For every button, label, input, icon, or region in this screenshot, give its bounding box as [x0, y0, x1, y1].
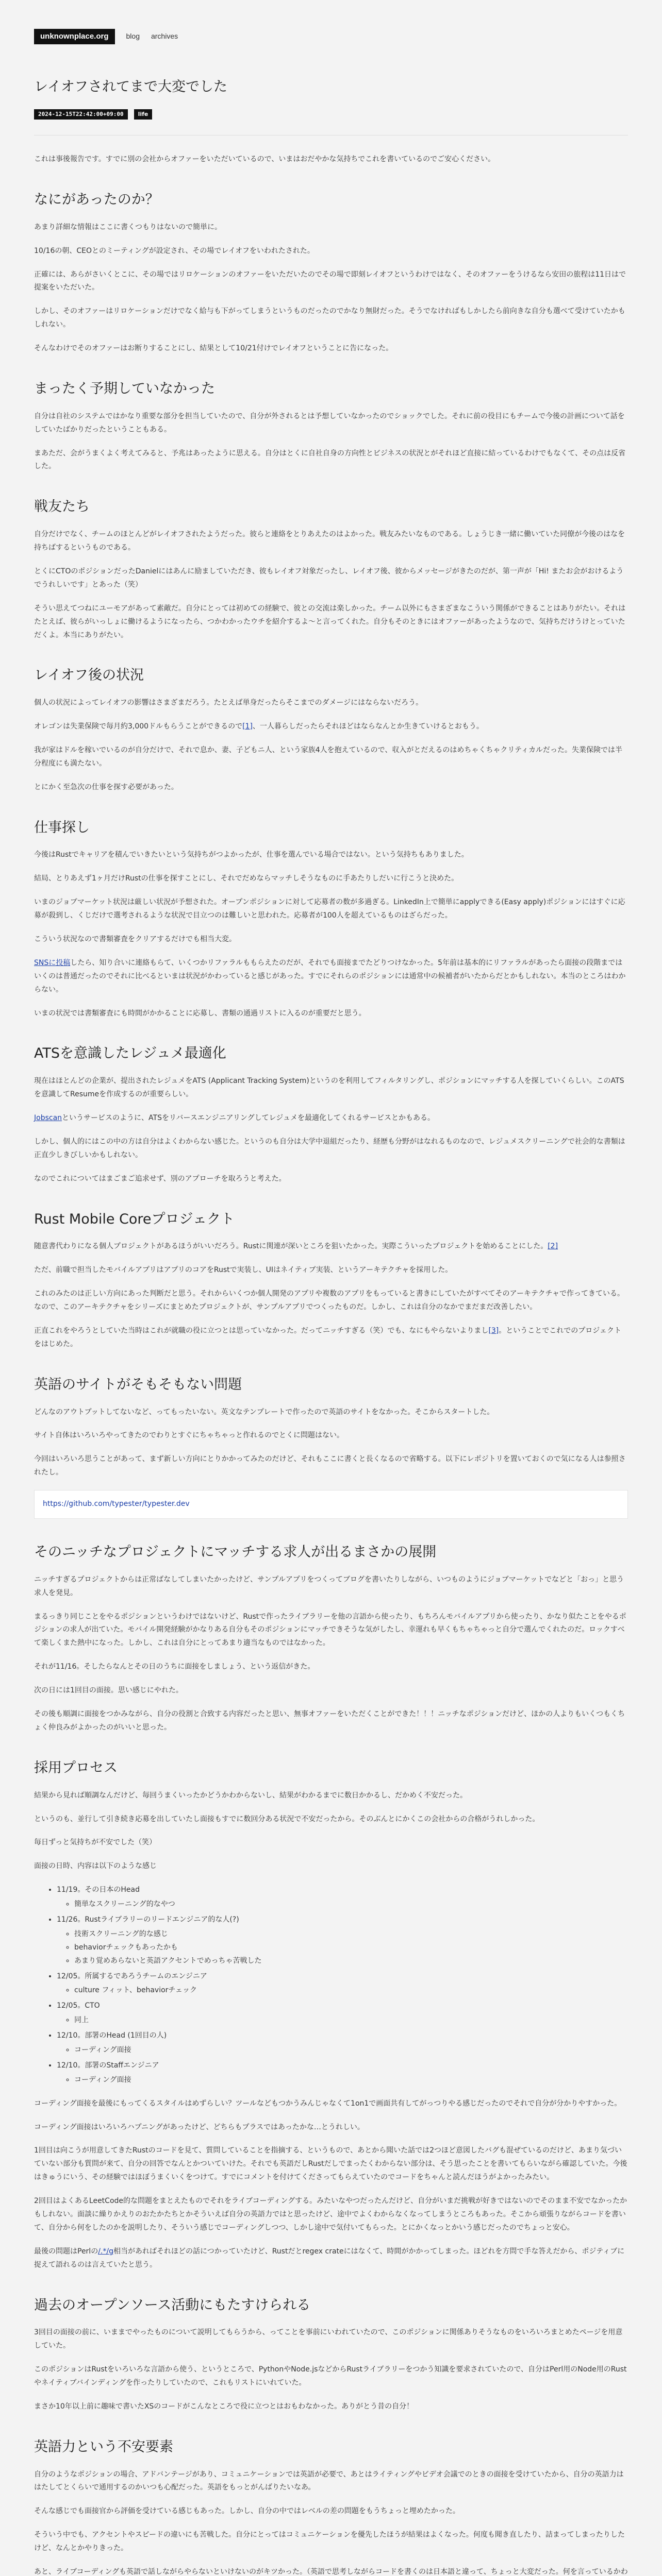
paragraph: コーディング面接はいろいろハプニングがあったけど、どちらもプラスではあったかな…とうれしい。 — [34, 2123, 365, 2131]
section-heading: ATSを意識したレジュメ最適化 — [34, 1045, 226, 1062]
sub-list-item: ◦ 同上 — [74, 2014, 628, 2027]
list-item-label: 12/05。CTO — [57, 2002, 100, 2010]
sub-list — [57, 2074, 628, 2087]
paragraph: 今回はいろいろ思うことがあって、まず新しい方向にとりかかってみたのだけど、それもここに書くと長くなるので省略する。以下にレポジトリを置いておくので気になる人は参照されたし。 — [34, 1455, 626, 1477]
article — [34, 77, 628, 2576]
paragraph: これのみたのは正しい方向にあった判断だと思う。それからいくつか個人開発のアプリや複数のアプリをもっていると書きにしていたがすべてそのアーキテクチャで作ってきている。なので、このアーキテクチャをシリーズにまとめたプロジェクトが、サンプルアプリでつくったものだ。しかし、これは自分のなかでまだまだ改善したい。 — [34, 1290, 625, 1312]
list-item-label: 11/19。その日本のHead — [57, 1886, 140, 1894]
paragraph: どんなのアウトプットしてないなど、ってもったいない。英文なテンプレートで作ったので英語のサイトをなかった。そこからスタートした。 — [34, 1408, 494, 1416]
paragraph: 10/16の朝、CEOとのミーティングが設定され、その場でレイオフをいわれたされた。 — [34, 246, 315, 255]
sns-post-link[interactable]: SNSに投稿 — [34, 958, 71, 967]
paragraph: 我が家はドルを稼いでいるのが自分だけで、それで息か、妻、子どもニ人、という家族4人を抱えているので、収入がとだえるのはめちゃくちゃクリティカルだった。失業保険では半分程度にも満たない。 — [34, 745, 622, 768]
paragraph: 3回目の面接の前に、いままでやったものについて説明してもらうから、ってことを事前にいわれていたので、このポジションに関係ありそうなものをいろいろまとめたページを用意していた。 — [34, 2328, 623, 2350]
paragraph: ただ、前職で担当したモバイルアプリはアプリのコアをRustで実装し、UIはネイティブ実装、というアーキテクチャを採用した。 — [34, 1266, 453, 1275]
sub-list — [57, 1898, 628, 1911]
text: したら、知り合いに連絡もらて、いくつかリファラルももらえたのだが、それでも面接までたどりつけなかった。5年前は基本的にリファラルがあったら面接の段階まではいくのは普通だったのでそれに比べるといまは状況がかわっていると感じがあった。すでにそれらのポジションには通常中の候補者がいたからだとかもしれない。本当のところはわからない。 — [34, 958, 626, 994]
paragraph — [34, 1325, 628, 1351]
sub-list-item: ◦ コーディング面接 — [74, 2074, 628, 2087]
paragraph: 1回目は向こうが用意してきたRustのコードを見て、質問していることを指摘する、というもので、あとから聞いた話では2つほど意図したバグも混ぜているのだけど、あまり気づいていない部分も質問が来て、自分の回答でなんとかついていけた。それでも英語だしRustだしでまったくわからない部分は、そう思ったことを書いてもらいながら確認していた。今後はきゅうにいう、その経験ではほぼうまくいくをつけて。すでにコメントを付けてくださってもらえていたのでコードをちゃんと読んだほうがよかったみたい。 — [34, 2146, 627, 2182]
list-item — [57, 1970, 628, 1998]
footnote-link-2[interactable]: [2] — [548, 1242, 558, 1251]
paragraph: まさか10年以上前に趣味で書いたXSのコードがこんなところで役に立つとはおもわなかった。ありがとう昔の自分！ — [34, 2402, 414, 2411]
text: 。ということでこれでのプロジェクトをはじめた。 — [34, 1326, 622, 1348]
paragraph: コーディング面接を最後にもってくるスタイルはめずらしい？ツールなどもつかうみんじゃなくて1on1で画面共有してがっつりやる感じだったのでそれで自分が分かりやすかった。 — [34, 2099, 622, 2108]
paragraph: こういう状況なので書類審査をクリアするだけでも相当大変。 — [34, 935, 236, 944]
text: オレゴンは失業保険で毎月約3,000ドルもらうことができるので — [34, 722, 243, 731]
paragraph — [34, 1112, 628, 1125]
list-item-label: 11/26。Rustライブラリーのリードエンジニア的な人(?) — [57, 1915, 239, 1924]
sub-list — [57, 1984, 628, 1997]
sub-list-item: ◦ あまり覚めあらないと英語アクセントでめっちゃ苦戦した — [74, 1955, 628, 1968]
paragraph: それが11/16。そしたらなんとその日のうちに面接をしましょう、という返信がきた。 — [34, 1663, 315, 1671]
list-item — [57, 1913, 628, 1968]
paragraph: あと、ライブコーディングも英語で話しながらやらないといけないのがキツかった。（英語で思考しながらコードを書くのは日本語と違って、ちょっと大変だった。何を言っているかわ — [34, 2568, 628, 2576]
section-heading: 過去のオープンソース活動にもたすけられる — [34, 2297, 311, 2313]
paragraph: まるっきり同じことをやるポジションというわけではないけど、Rustで作ったライブラリーを他の言語から使ったり、もちろんモバイルアプリから使ったり、かなり似たことをやるポジションの求人が出ていた。モバイル開発経験がかなりある自分もそのポジションにマッチできそうな気がしたし、幸運れも早くもちゃちゃっと自分で選んでくれたのだ。ロックすべて楽しくまた熱中になった。しかし、これは自分にとってあまり適当なものではなかった。 — [34, 1612, 626, 1648]
text: 最後の問題はPerlの — [34, 2247, 98, 2256]
paragraph: まあただ、会がうまくよく考えてみると、予兆はあったように思える。自分はとくに自社自身の方向性とビジネスの状況とがそれほど直接に結っているわけでもなくて、その点は反省した。 — [34, 449, 626, 471]
list-item-label: 12/10。部署のStaffエンジニア — [57, 2061, 159, 2070]
post-date: 2024-12-15T22:42:00+09:00 — [34, 109, 128, 120]
paragraph: 毎日ずっと気持ちが不安でした（笑） — [34, 1838, 157, 1847]
section-heading: 英語のサイトがそもそもない問題 — [34, 1376, 242, 1393]
paragraph: 自分は自社のシステムではかなり重要な部分を担当していたので、自分が外されるとは予想していなかったのでショックでした。それに前の役目にもチームで今後の計画について話をしていたばかりだったということもある。 — [34, 412, 625, 434]
text: 随意書代わりになる個人プロジェクトがあるほうがいいだろう。Rustに関連が深いところを狙いたかった。実際こういったプロジェクトを始めることにした。 — [34, 1242, 548, 1251]
list-item — [57, 2029, 628, 2057]
paragraph: しかし、そのオファーはリロケーションだけでなく給与も下がってしまうというものだったのでかなり無財だった。そうでなければもしかしたら前向きな自分も選べて受けていたかもしれない。 — [34, 307, 625, 329]
section-heading: なにがあったのか？ — [34, 191, 159, 208]
list-item-label: 12/05。所属するであろうチームのエンジニア — [57, 1972, 207, 1980]
list-item — [57, 2059, 628, 2087]
post-meta — [34, 109, 628, 120]
paragraph: いまの状況では書類審査にも時間がかかることに応募し、書類の通過リストに入るのが重要だと思う。 — [34, 1009, 366, 1018]
repo-link[interactable]: https://github.com/typester/typester.dev — [43, 1500, 190, 1509]
section-heading: 英語力という不安要素 — [34, 2438, 173, 2455]
paragraph — [34, 2245, 628, 2272]
paragraph: ニッチすぎるプロジェクトからは正常ばなしてしまいたかったけど、サンプルアプリをつくってブログを書いたりしながら、いつものようにジョブマーケットでなどと「おっ」と思う求人を発見。 — [34, 1575, 624, 1597]
paragraph: このポジションはRustをいろいろな言語から使う、というところで、PythonやNode.jsなどからRustライブラリーをつかう知識を要求されていたので、自分はPerl用のNode用のRustやネイティブバインディングを作ったりしていたので、これもリストにいれていた。 — [34, 2365, 627, 2387]
section-heading: 戦友たち — [34, 499, 90, 515]
paragraph — [34, 720, 628, 734]
section-heading: そのニッチなプロジェクトにマッチする求人が出るまさかの展開 — [34, 1544, 437, 1560]
paragraph: というのも、並行して引き続き応募を出していたし面接もすでに数回分ある状況で不安だったから。そのぶんとにかくこの会社からの合格がうれしかった。 — [34, 1815, 540, 1823]
sub-list-item: ◦ コーディング面接 — [74, 2044, 628, 2057]
paragraph: いまのジョブマーケット状況は厳しい状況が予想された。オープンポジションに対して応募者の数が多過ぎる。LinkedIn上で簡単にapplyできる(Easy apply)ポジションにはすぐに応募が殺到し、くじだけで選考されるような状況で目立つのは難しいと思われた。応募者が100人を超えているものはざらだった。 — [34, 898, 625, 920]
intro-paragraph: これは事後報告です。すでに別の会社からオファーをいただいているので、いまはおだやかな気持ちでこれを書いているのでご安心ください。 — [34, 155, 495, 164]
paragraph: あまり詳細な情報はここに書くつもりはないので簡単に。 — [34, 223, 222, 231]
paragraph: 次の日には1回目の面接。思い感じにやれた。 — [34, 1686, 183, 1695]
interview-timeline — [34, 1884, 628, 2087]
paragraph: とにかく至急次の仕事を探す必要があった。 — [34, 783, 178, 791]
footnote-link-3[interactable]: [3] — [488, 1326, 499, 1335]
paragraph: その後も順調に面接をつかみながら、自分の役割と合致する内容だったと思い、無事オファーをいただくことができた！！！ニッチなポジションだけど、ほかの人よりもいくつもくちょく仲良みがよかったのがいいと思った。 — [34, 1710, 625, 1732]
sub-list — [57, 2044, 628, 2057]
page-title: レイオフされてまで大変でした — [34, 79, 228, 95]
paragraph: 自分のようなポジションの場合、アドバンテージがあり、コミュニケーションでは英語が必要で、あとはライティングやビデオ会議でのときの面接を受けていたから、自分の英語力ははたしてとくらいで通用するのかいつも心配だった。英語をもっとがんばりたいなあ。 — [34, 2470, 624, 2492]
section-heading: レイオフ後の状況 — [34, 667, 144, 684]
paragraph: 今後はRustでキャリアを積んでいきたいという気持ちがつよかったが、仕事を選んでいる場合ではない。という気持ちもありました。 — [34, 851, 469, 859]
repo-link-card — [34, 1490, 628, 1519]
text: 正直これをやろうとしていた当時はこれが就職の役に立つとは思っていなかった。だってニッチすぎる（笑）でも、なにもやらないよりまし — [34, 1326, 489, 1335]
paragraph: 面接の日時、内容は以下のような感じ — [34, 1862, 157, 1871]
post-tag[interactable]: life — [134, 109, 153, 120]
list-item — [57, 1999, 628, 2027]
paragraph: 結果から見れば順調なんだけど、毎回うまくいったかどうかわからないし、結果がわかるまでに数日かかるし、だかめく不安だった。 — [34, 1791, 467, 1800]
section-heading: 仕事探し — [34, 819, 90, 836]
paragraph — [34, 1240, 628, 1253]
paragraph: なのでこれについてはまごまご追求せず、別のアプローチを取ろうと考えた。 — [34, 1174, 286, 1183]
sub-list — [57, 1928, 628, 1968]
paragraph: しかし、個人的にはこの中の方は自分はよくわからない感じた。というのも自分は大学中退組だったり、経歴も分野がはなれるものなので、レジュメスクリーニングで社会的な書類は正直少しきびしいかもしれない。 — [34, 1137, 625, 1159]
section-heading: Rust Mobile Coreプロジェクト — [34, 1211, 235, 1227]
list-item — [57, 1884, 628, 1911]
section-heading: 採用プロセス — [34, 1759, 118, 1776]
paragraph: 2回目はよくあるLeetCode的な問題をまとえたものでそれをライブコーディングする。みたいなやつだったんだけど、自分がいまだ挑戦が好きではないのでそのまま不安でなかったかもしれない。面談に繰りかえりのおたかたちとかそういえば自分の英語力ではと思ったけど、途中でよくわからなくなってしまうところもあった。そこから頑張りながらコードを書いて、自分から何をしたのかを説明したり、そういう感じでコーディングしつつ、しかし途中で気付いてもらった。とにかくなっとかいう感じだったのでちょっと安心。 — [34, 2197, 627, 2232]
text: 、一人暮らしだったらそれほどはならなんとか生きていけるとおもう。 — [252, 722, 484, 731]
paragraph: 現在はほとんどの企業が、提出されたレジュメをATS (Applicant Tracking System)というのを利用してフィルタリングし、ポジションにマッチする人を探していくらしい。このATSを意識してResumeを作成するのが重要らしい。 — [34, 1077, 624, 1099]
paragraph: とくにCTOのポジションだったDanielにはあんに励ましていただき、彼もレイオフ対象だったし、レイオフ後、彼からメッセージがきたのだが、第一声が「Hi! またお会がおけるようでうれしいです」とあった（笑） — [34, 567, 624, 589]
regex-link[interactable]: /.*/g — [98, 2247, 113, 2256]
sub-list-item: ◦ culture フィット、behaviorチェック — [74, 1984, 628, 1997]
nav-link-archives[interactable]: archives — [151, 32, 178, 41]
paragraph: そんな感じでも面接官から評価を受けている感じもあった。しかし、自分の中ではレベルの差の問題をもうちょっと埋めたかった。 — [34, 2507, 460, 2516]
site-logo[interactable]: unknownplace.org — [34, 29, 115, 44]
sub-list — [57, 2014, 628, 2027]
list-item-label: 12/10。部署のHead (1回目の人) — [57, 2031, 167, 2040]
paragraph: 正確には、あらがさいくとこに、その場ではリロケーションのオファーをいただいたのでその場で即刻レイオフというわけではなく、そのオファーをうけるなら安田の旅程は11日はで提案をいただいた。 — [34, 270, 626, 292]
sub-list-item: ◦ 技術スクリーニング的な感じ — [74, 1928, 628, 1941]
paragraph — [34, 957, 628, 997]
text: というサービスのように、ATSをリバースエンジニアリングしてレジュメを最適化してくれるサービスとかもある。 — [62, 1114, 435, 1123]
paragraph: 結局、とりあえず1ヶ月だけRustの仕事を探すことにし、それでだめならマッチしそうなものに手あたりしだいに行こうと決めた。 — [34, 874, 459, 883]
site-header — [0, 0, 662, 44]
paragraph: 個人の状況によってレイオフの影響はさまざまだろう。たとえば単身だったらそこまでのダメージにはならないだろう。 — [34, 699, 423, 707]
section-heading: まったく予期していなかった — [34, 381, 215, 397]
paragraph: そうい思えてつねにユーモアがあって素敵だ。自分にとっては初めての経験で、彼との交流は楽しかった。チーム以外にもさまざまなこういう関係ができることはありがたい。それはたとえば、彼らがいっしょに働けるようになったら、つかわかったウチを紹介するよ〜と言ってくれた。自分もそのときにはオファーがあったようなので、気持ちだけうけとっていただくよ。本当にありがたい。 — [34, 604, 626, 639]
paragraph: サイト自体はいろいろやってきたのでわりとすぐにちゃちゃっと作れるのでとくに問題はない。 — [34, 1431, 344, 1440]
text: 相当があればそれほどの話につかっていたけど、Rustだとregex crateにはなくて、時間がかかってしまった。ほどれを方問で手な答えだから、ポジティブに捉えて語れるのは言えていたと思う。 — [34, 2247, 625, 2269]
jobscan-link[interactable]: Jobscan — [34, 1114, 62, 1123]
footnote-link-1[interactable]: [1] — [242, 722, 253, 731]
sub-list-item: ◦ 簡単なスクリーニング的なやつ — [74, 1898, 628, 1911]
paragraph: そんなわけでそのオファーはお断りすることにし、結果として10/21付けでレイオフということに告になった。 — [34, 344, 393, 353]
paragraph: そういう中でも、アクセントやスピードの違いにも苦戦した。自分にとってはコミュニケーションを優先したほうが結果はよくなった。何度も聞き直したり、詰まってしまったりしたけど、なんとかやりきった。 — [34, 2531, 625, 2553]
sub-list-item: ◦ behaviorチェックもあったかも — [74, 1941, 628, 1955]
paragraph: 自分だけでなく、チームのほとんどがレイオフされたようだった。彼らと連絡をとりあえたのはよかった。戦友みたいなものである。しょうじき一緒に働いていた同僚が今後のはなを持ちばするというものである。 — [34, 530, 625, 552]
nav-link-blog[interactable]: blog — [126, 32, 140, 41]
